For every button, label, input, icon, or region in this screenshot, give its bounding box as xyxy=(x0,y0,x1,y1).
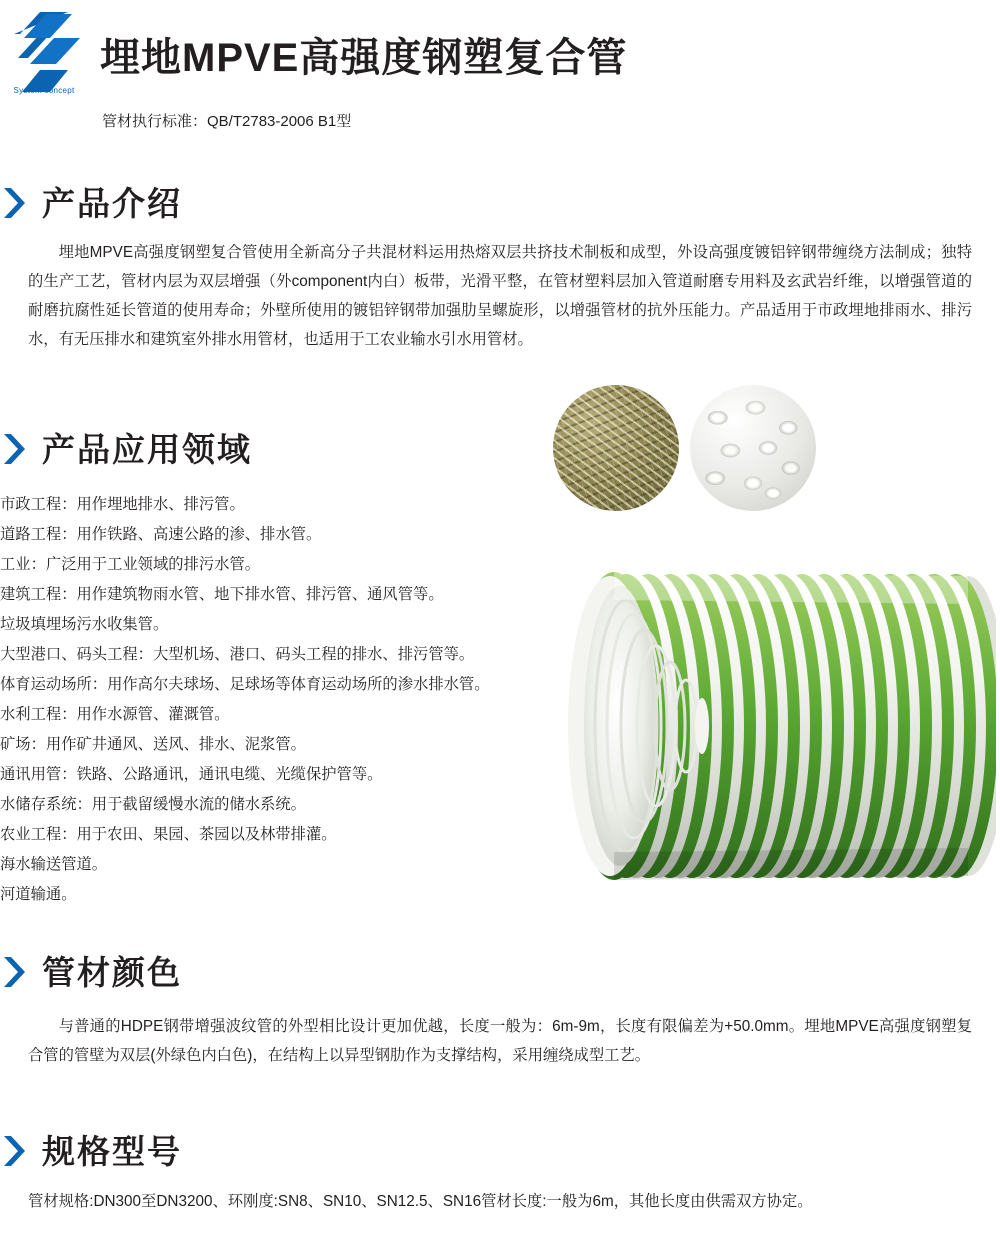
color-paragraph: 与普通的HDPE钢带增强波纹管的外型相比设计更加优越，长度一般为：6m-9m，长度有限偏差为+50.0mm。埋地MPVE高强度钢塑复合管的管壁为双层(外绿色内白色)，在结构上以异型钢肋作为支撑结构，采用缠绕成型工艺。 xyxy=(28,1018,972,1064)
standard-line: 管材执行标准：QB/T2783-2006 B1型 xyxy=(102,113,352,130)
plastic-pellets-photo xyxy=(690,385,816,511)
company-logo xyxy=(10,8,88,118)
list-item: 道路工程：用作铁路、高速公路的渗、排水管。 xyxy=(0,526,322,543)
fiber-material-photo xyxy=(553,385,679,511)
chevron-right-icon xyxy=(2,1134,28,1168)
section-heading-intro xyxy=(2,186,182,220)
list-item: 大型港口、码头工程：大型机场、港口、码头工程的排水、排污管等。 xyxy=(0,646,475,663)
chevron-right-icon xyxy=(2,432,28,466)
section-title-spec: 规格型号 xyxy=(42,1132,182,1170)
list-item: 体育运动场所：用作高尔夫球场、足球场等体育运动场所的渗水排水管。 xyxy=(0,676,490,693)
list-item: 水储存系统：用于截留缓慢水流的储水系统。 xyxy=(0,796,306,813)
intro-paragraph: 埋地MPVE高强度钢塑复合管使用全新高分子共混材料运用热熔双层共挤技术制板和成型，外设高强度镀铝锌钢带缠绕方法制成；独特的生产工艺，管材内层为双层增强（外component内白）板带，光滑平整，在管材塑料层加入管道耐磨专用料及玄武岩纤维，以增强管道的耐磨抗腐性延长管道的使用寿命；外壁所使用的镀铝锌钢带加强肋呈螺旋形，以增强管材的抗外压能力。产品适用于市政埋地排雨水、排污水，有无压排水和建筑室外排水用管材，也适用于工农业输水引水用管材。 xyxy=(28,244,972,348)
chevron-right-icon xyxy=(2,955,28,989)
list-item: 矿场：用作矿井通风、送风、排水、泥浆管。 xyxy=(0,736,306,753)
list-item: 通讯用管：铁路、公路通讯，通讯电缆、光缆保护管等。 xyxy=(0,766,383,783)
section-title-applications: 产品应用领域 xyxy=(42,430,252,468)
list-item: 工业：广泛用于工业领域的排污水管。 xyxy=(0,556,261,573)
pipe-product-photo xyxy=(548,530,996,930)
section-heading-spec xyxy=(2,1134,182,1168)
chevron-right-icon xyxy=(2,186,28,220)
page-title: 埋地MPVE高强度钢塑复合管 xyxy=(100,36,628,80)
list-item: 建筑工程：用作建筑物雨水管、地下排水管、排污管、通风管等。 xyxy=(0,586,444,603)
list-item: 市政工程：用作埋地排水、排污管。 xyxy=(0,496,245,513)
pellets-texture xyxy=(690,385,816,511)
logo-caption: System concept xyxy=(13,86,75,95)
list-item: 水利工程：用作水源管、灌溉管。 xyxy=(0,706,230,723)
list-item: 农业工程：用于农田、果园、茶园以及林带排灌。 xyxy=(0,826,337,843)
section-heading-color xyxy=(2,955,182,989)
spec-paragraph: 管材规格:DN300至DN3200、环刚度:SN8、SN10、SN12.5、SN16管材长度:一般为6m，其他长度由供需双方协定。 xyxy=(28,1193,813,1210)
section-heading-applications xyxy=(2,432,252,466)
page-header xyxy=(0,0,1000,150)
list-item: 垃圾填埋场污水收集管。 xyxy=(0,616,169,633)
section-title-intro: 产品介绍 xyxy=(42,184,182,222)
list-item: 海水输送管道。 xyxy=(0,856,108,873)
fiber-texture xyxy=(553,385,679,511)
list-item: 河道输通。 xyxy=(0,886,77,903)
section-title-color: 管材颜色 xyxy=(42,953,182,991)
